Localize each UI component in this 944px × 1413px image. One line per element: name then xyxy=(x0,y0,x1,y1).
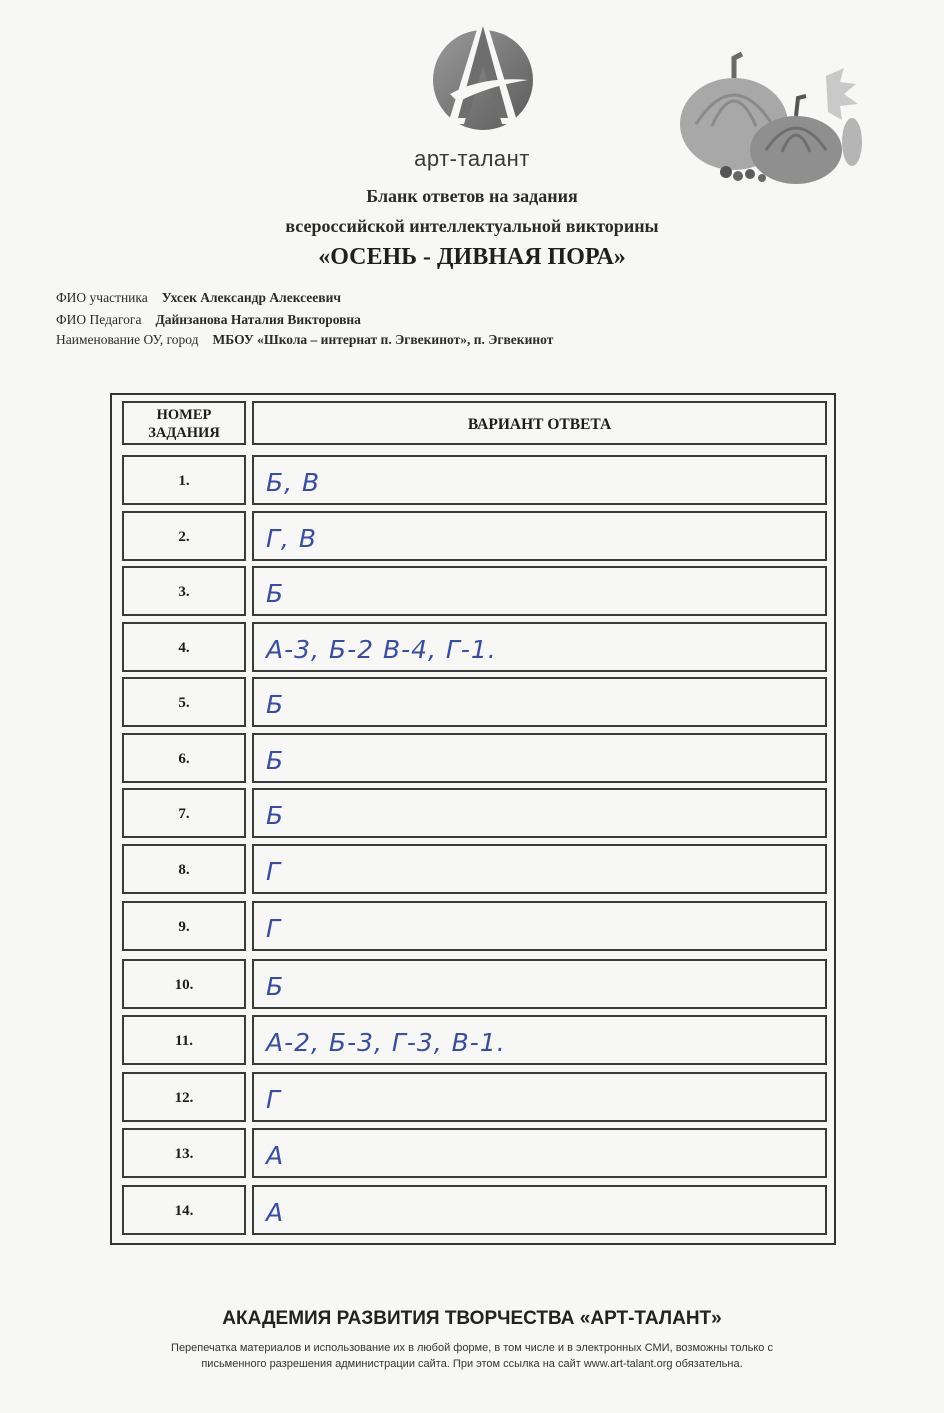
answer-cell xyxy=(252,733,827,783)
table-row xyxy=(122,1128,827,1178)
table-row xyxy=(122,566,827,616)
answer-cell xyxy=(252,677,827,727)
footer-copyright-line2: письменного разрешения администрации сайта. При этом ссылка на сайт www.art-talant.org обязательна. xyxy=(201,1358,743,1370)
participant-value: Ухсек Александр Алексеевич xyxy=(161,290,341,305)
answer-text: А xyxy=(266,1141,285,1170)
task-number: 1. xyxy=(122,455,246,505)
answer-cell xyxy=(252,959,827,1009)
table-row xyxy=(122,511,827,561)
answer-cell xyxy=(252,1015,827,1065)
task-number: 12. xyxy=(122,1072,246,1122)
sheet-title-line2: всероссийской интеллектуальной викторины xyxy=(285,216,659,236)
task-number: 9. xyxy=(122,901,246,951)
answer-text: Б xyxy=(266,972,285,1001)
answer-cell xyxy=(252,901,827,951)
answer-text: Г, В xyxy=(266,524,317,553)
table-row xyxy=(122,1072,827,1122)
task-number: 3. xyxy=(122,566,246,616)
table-row xyxy=(122,1015,827,1065)
header-task-number-line2: ЗАДАНИЯ xyxy=(148,425,220,441)
table-row xyxy=(122,959,827,1009)
teacher-info xyxy=(56,312,361,328)
answer-text: Г xyxy=(266,857,281,886)
task-number: 7. xyxy=(122,788,246,838)
task-number: 5. xyxy=(122,677,246,727)
answer-text: Б xyxy=(266,690,285,719)
header-answer-variant: ВАРИАНТ ОТВЕТА xyxy=(252,401,827,445)
table-row xyxy=(122,622,827,672)
sheet-title-line1: Бланк ответов на задания xyxy=(366,186,578,206)
answer-cell xyxy=(252,1128,827,1178)
answers-table xyxy=(110,393,836,1245)
answer-cell xyxy=(252,566,827,616)
task-number: 13. xyxy=(122,1128,246,1178)
answer-text: А xyxy=(266,1198,285,1227)
table-row xyxy=(122,677,827,727)
participant-info xyxy=(56,290,341,306)
answer-cell xyxy=(252,844,827,894)
table-row xyxy=(122,455,827,505)
task-number: 4. xyxy=(122,622,246,672)
quiz-name: «ОСЕНЬ - ДИВНАЯ ПОРА» xyxy=(318,244,626,270)
school-value: МБОУ «Школа – интернат п. Эгвекинот», п. Эгвекинот xyxy=(212,332,554,347)
table-header xyxy=(122,401,827,445)
art-talant-logo-icon xyxy=(428,6,538,142)
header-task-number xyxy=(122,401,246,445)
header-task-number-line1: НОМЕР xyxy=(156,407,212,423)
pumpkins-decoration-icon xyxy=(676,46,872,188)
task-number: 6. xyxy=(122,733,246,783)
answer-text: Г xyxy=(266,914,281,943)
task-number: 14. xyxy=(122,1185,246,1235)
answer-text: Б xyxy=(266,579,285,608)
table-row xyxy=(122,733,827,783)
footer-copyright xyxy=(60,1340,884,1372)
teacher-label: ФИО Педагога xyxy=(56,312,142,327)
footer-academy-title: АКАДЕМИЯ РАЗВИТИЯ ТВОРЧЕСТВА «АРТ-ТАЛАНТ» xyxy=(222,1308,722,1329)
school-info xyxy=(56,332,553,348)
answer-text: А-3, Б-2 В-4, Г-1. xyxy=(266,635,497,664)
answer-cell xyxy=(252,511,827,561)
table-row xyxy=(122,1185,827,1235)
answer-text: Б xyxy=(266,801,285,830)
task-number: 2. xyxy=(122,511,246,561)
answer-cell xyxy=(252,622,827,672)
participant-label: ФИО участника xyxy=(56,290,148,305)
answer-cell xyxy=(252,788,827,838)
answer-text: Г xyxy=(266,1085,281,1114)
task-number: 10. xyxy=(122,959,246,1009)
teacher-value: Дайнзанова Наталия Викторовна xyxy=(155,312,361,327)
table-row xyxy=(122,901,827,951)
answer-text: А-2, Б-3, Г-3, В-1. xyxy=(266,1028,506,1057)
answer-text: Б, В xyxy=(266,468,321,497)
school-label: Наименование ОУ, город xyxy=(56,332,199,347)
table-row xyxy=(122,844,827,894)
table-row xyxy=(122,788,827,838)
brand-name: арт-талант xyxy=(414,146,530,171)
answer-text: Б xyxy=(266,746,285,775)
answer-cell xyxy=(252,455,827,505)
answer-cell xyxy=(252,1185,827,1235)
footer-copyright-line1: Перепечатка материалов и использование их в любой форме, в том числе и в электронных СМИ, возможны только с xyxy=(171,1342,773,1354)
task-number: 11. xyxy=(122,1015,246,1065)
task-number: 8. xyxy=(122,844,246,894)
answer-cell xyxy=(252,1072,827,1122)
